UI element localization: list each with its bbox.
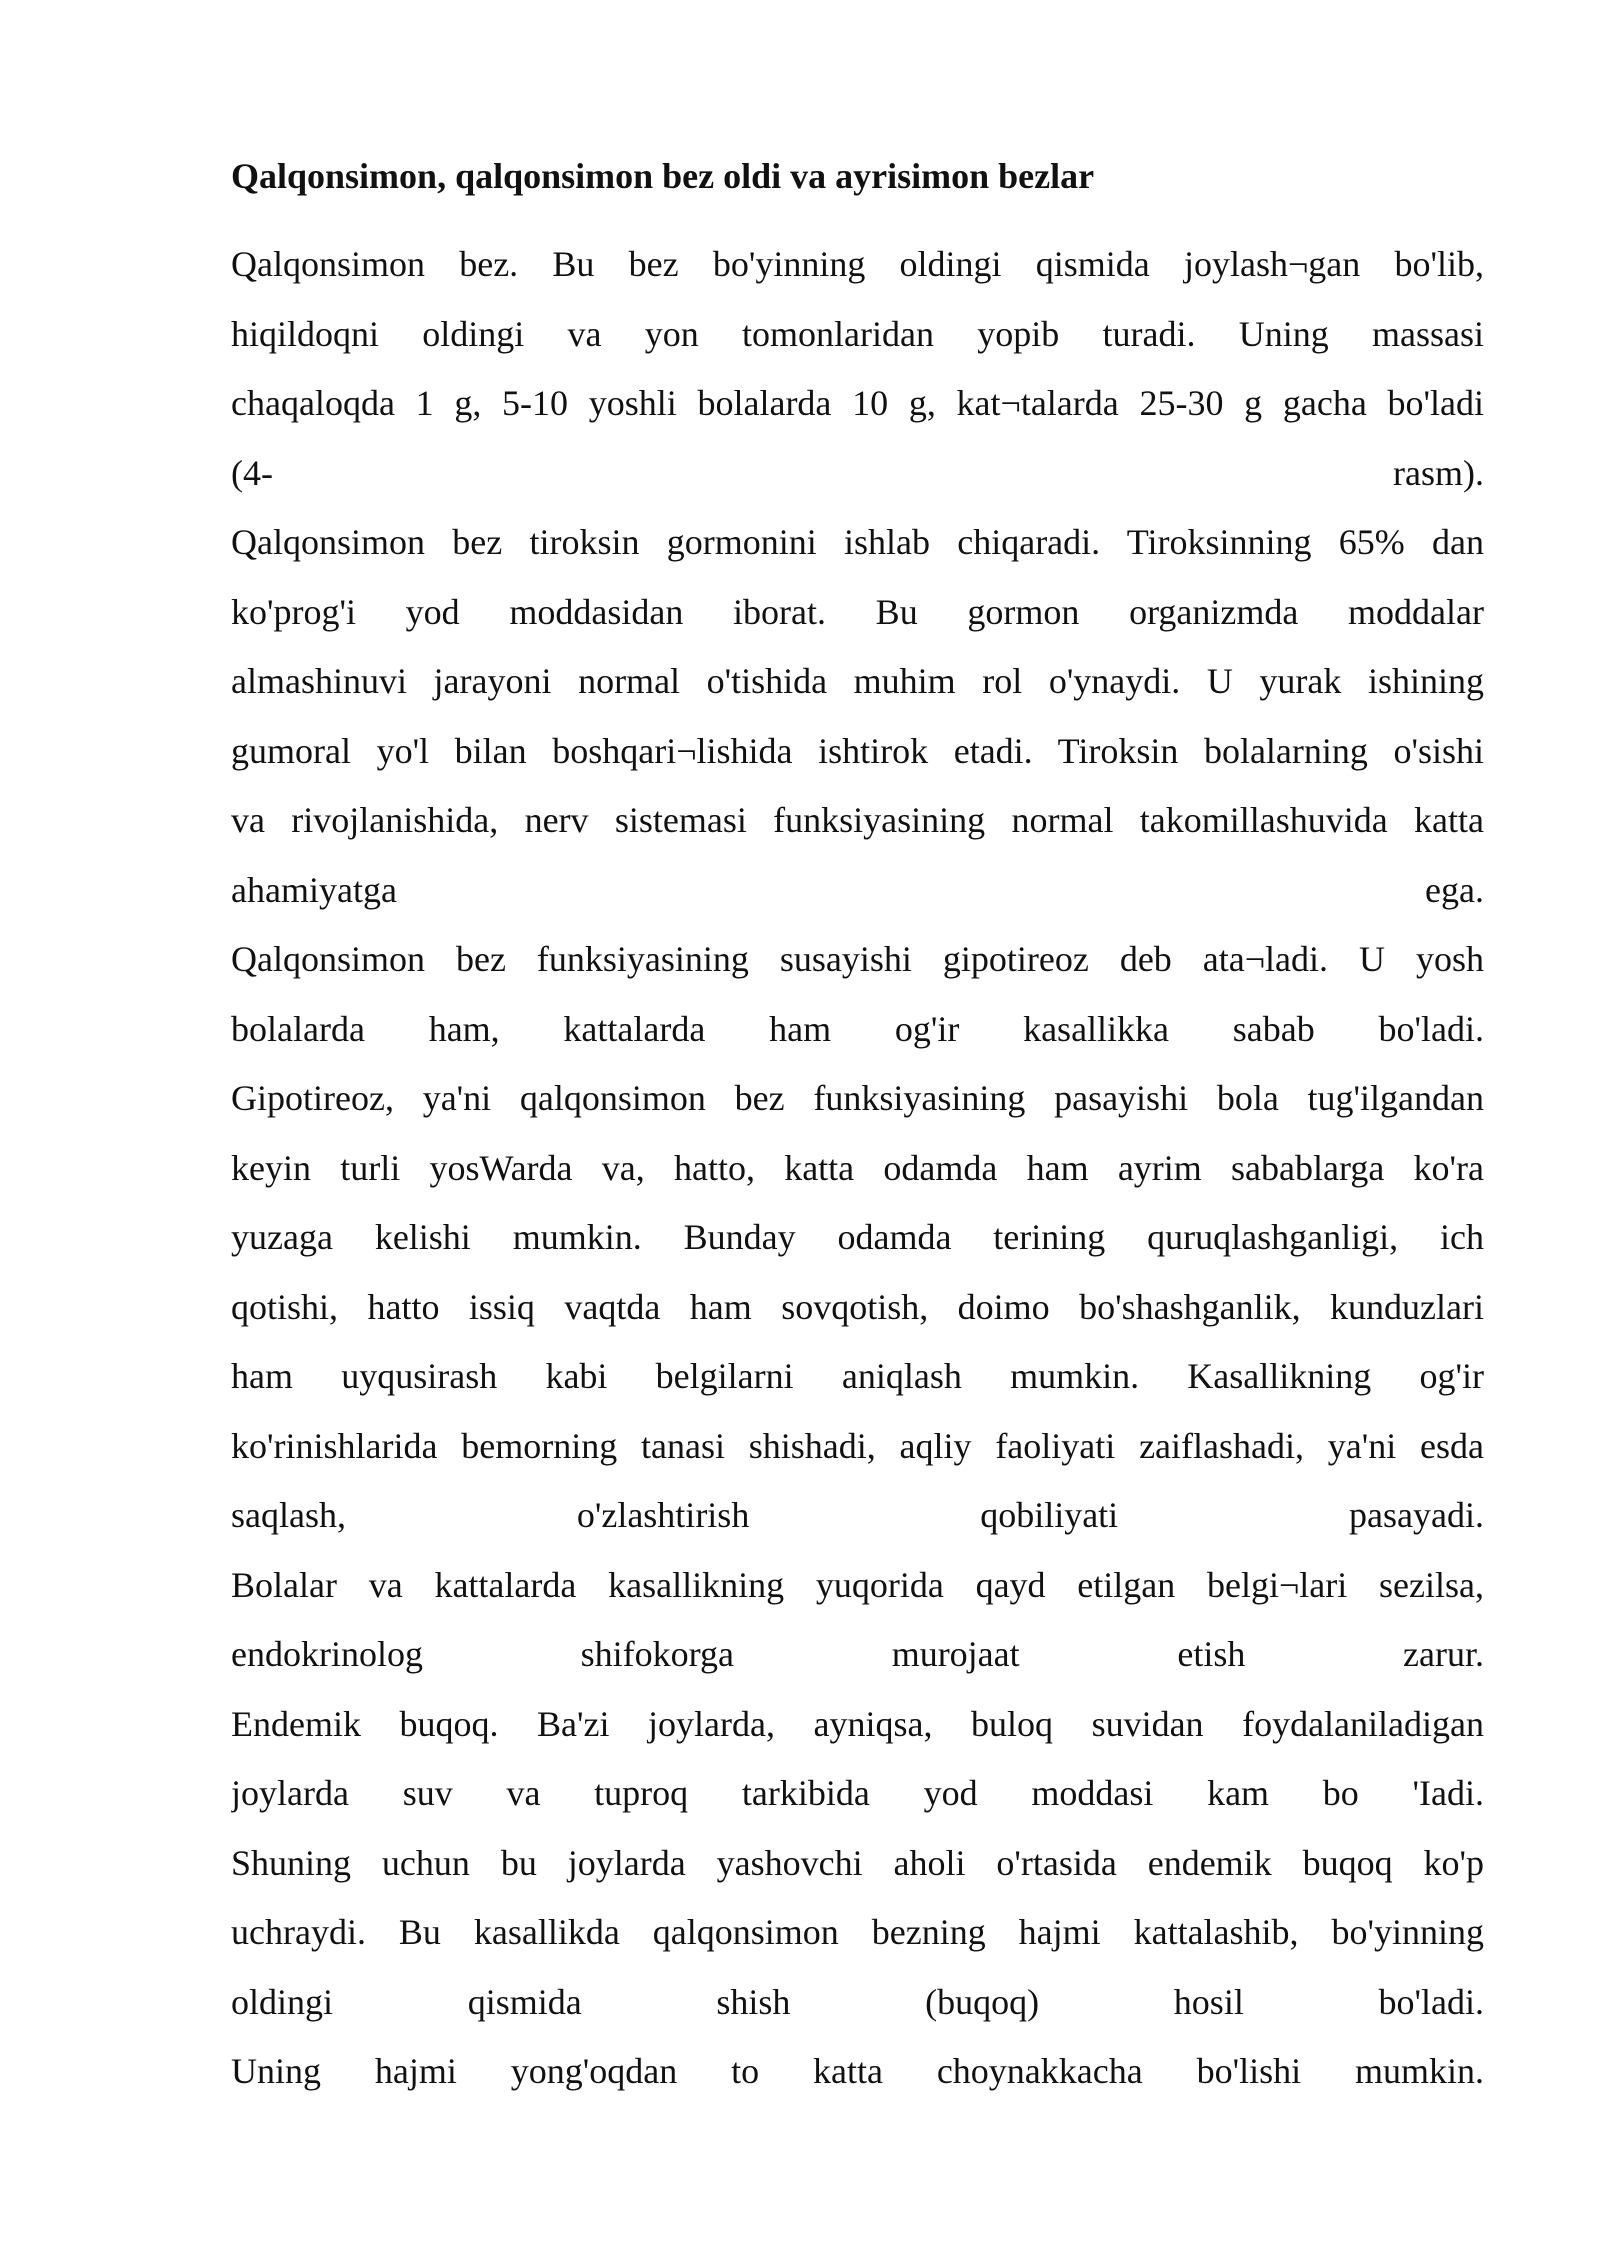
text-line: (4- rasm). [231,452,1484,493]
text-line: chaqaloqda 1 g, 5-10 yoshli bolalarda 10 g, kat¬talarda 25-30 g gacha bo'ladi [231,383,1484,423]
text-line: Endemik buqoq. Ba'zi joylarda, ayniqsa, buloq suvidan foydalaniladigan [231,1703,1484,1744]
text-line: ham uyqusirash kabi belgilarni aniqlash mumkin. Kasallikning og'ir [231,1356,1484,1396]
text-line: gumoral yo'l bilan boshqari¬lishida ishtirok etadi. Tiroksin bolalarning o'sishi [231,730,1484,771]
document-body [231,150,1484,2107]
text-line: ko'prog'i yod moddasidan iborat. Bu gormon organizmda moddalar [231,591,1484,632]
text-line: ahamiyatga ega. [231,869,1484,910]
text-line: uchraydi. Bu kasallikda qalqonsimon bezning hajmi kattalashib, bo'yinning [231,1912,1484,1952]
text-line: Qalqonsimon bez tiroksin gormonini ishlab chiqaradi. Tiroksinning 65% dan [231,522,1484,562]
text-line: oldingi qismida shish (buqoq) hosil bo'ladi. [231,1981,1484,2022]
text-line: Gipotireoz, ya'ni qalqonsimon bez funksiyasining pasayishi bola tug'ilgandan [231,1078,1484,1118]
text-line: Qalqonsimon bez. Bu bez bo'yinning oldingi qismida joylash¬gan bo'lib, [231,244,1484,284]
text-line: bolalarda ham, kattalarda ham og'ir kasallikka sabab bo'ladi. [231,1008,1484,1049]
text-line: almashinuvi jarayoni normal o'tishida muhim rol o'ynaydi. U yurak ishining [231,661,1484,701]
text-line: Uning hajmi yong'oqdan to katta choynakkacha bo'lishi mumkin. [231,2051,1484,2091]
text-line: hiqildoqni oldingi va yon tomonlaridan yopib turadi. Uning massasi [231,313,1484,354]
text-line: Shuning uchun bu joylarda yashovchi aholi o'rtasida endemik buqoq ko'p [231,1842,1484,1883]
text-line: Bolalar va kattalarda kasallikning yuqorida qayd etilgan belgi¬lari sezilsa, [231,1564,1484,1605]
text-line: keyin turli yosWarda va, hatto, katta odamda ham ayrim sabablarga ko'ra [231,1147,1484,1188]
document-title: Qalqonsimon, qalqonsimon bez oldi va ayrisimon bezlar [231,156,1095,196]
text-line: Qalqonsimon bez funksiyasining susayishi gipotireoz deb ata¬ladi. U yosh [231,939,1484,979]
text-line: joylarda suv va tuproq tarkibida yod moddasi kam bo 'Iadi. [231,1773,1484,1813]
text-line: saqlash, o'zlashtirish qobiliyati pasayadi. [231,1495,1484,1535]
text-line: ko'rinishlarida bemorning tanasi shishadi, aqliy faoliyati zaiflashadi, ya'ni esda [231,1425,1484,1466]
text-line: endokrinolog shifokorga murojaat etish zarur. [231,1634,1484,1674]
text-line: qotishi, hatto issiq vaqtda ham sovqotish, doimo bo'shashganlik, kunduzlari [231,1286,1484,1327]
text-line: yuzaga kelishi mumkin. Bunday odamda terining quruqlashganligi, ich [231,1217,1484,1257]
text-line: va rivojlanishida, nerv sistemasi funksiyasining normal takomillashuvida katta [231,800,1484,840]
